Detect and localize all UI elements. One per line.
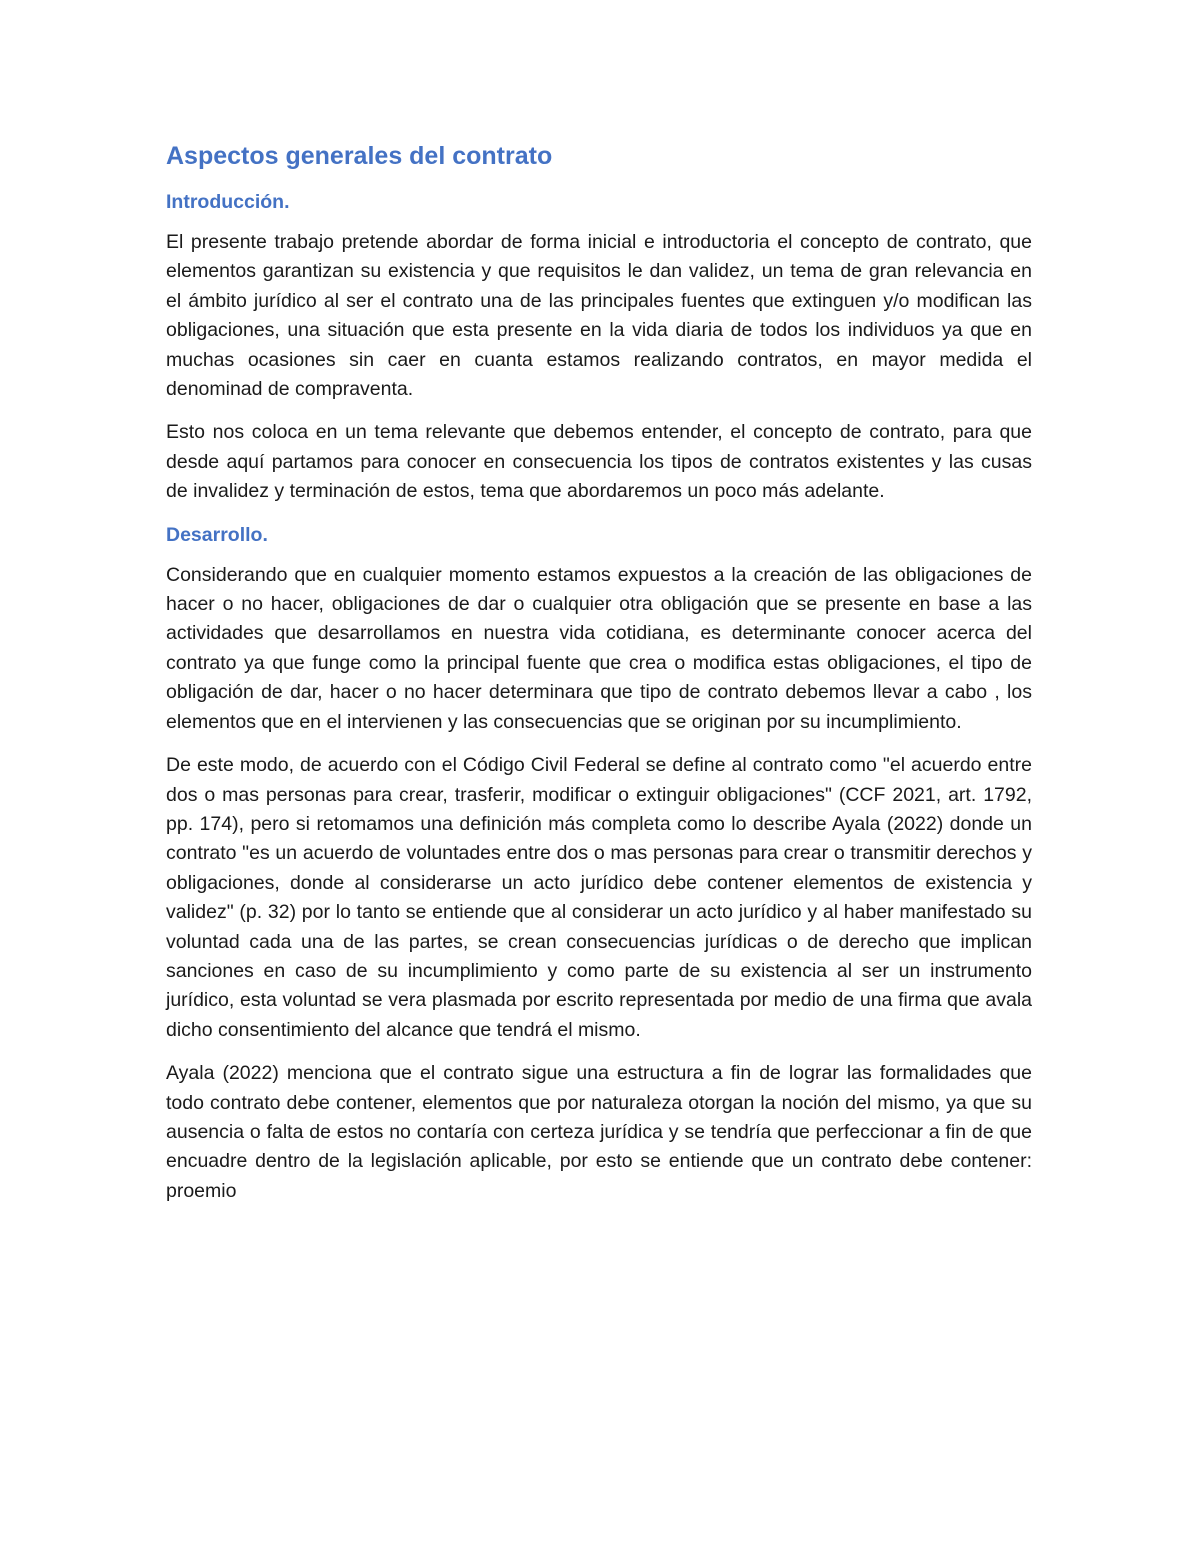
section-introduccion [166,188,1032,507]
document-page [166,138,1032,1220]
document-title: Aspectos generales del contrato [166,142,553,170]
section-heading-desarrollo: Desarrollo. [166,523,268,546]
paragraph: Ayala (2022) menciona que el contrato sigue una estructura a fin de lograr las formalidades que todo contrato debe contener, elementos que por naturaleza otorgan la noción del mismo, ya que su ausencia o falta de estos no contaría con certeza jurídica y se tendría que perfeccionar a fin de que encuadre dentro de la legislación aplicable, por esto se entiende que un contrato debe contener: proemio [166,1062,1032,1202]
paragraph: Considerando que en cualquier momento estamos expuestos a la creación de las obligaciones de hacer o no hacer, obligaciones de dar o cualquier otra obligación que se presente en base a las actividades que desarrollamos en nuestra vida cotidiana, es determinante conocer acerca del contrato ya que funge como la principal fuente que crea o modifica estas obligaciones, el tipo de obligación de dar, hacer o no hacer determinara que tipo de contrato debemos llevar a cabo , los elementos que en el intervienen y las consecuencias que se originan por su incumplimiento. [166,563,1032,733]
paragraph: De este modo, de acuerdo con el Código Civil Federal se define al contrato como "el acuerdo entre dos o mas personas para crear, trasferir, modificar o extinguir obligaciones" (CCF 2021, art. 1792, pp. 174), pero si retomamos una definición más completa como lo describe Ayala (2022) donde un contrato "es un acuerdo de voluntades entre dos o mas personas para crear o transmitir derechos y obligaciones, donde al considerarse un acto jurídico debe contener elementos de existencia y validez" (p. 32) por lo tanto se entiende que al considerar un acto jurídico y al haber manifestado su voluntad cada una de las partes, se crean consecuencias jurídicas o de derecho que implican sanciones en caso de su incumplimiento y como parte de su existencia al ser un instrumento jurídico, esta voluntad se vera plasmada por escrito representada por medio de una firma que avala dicho consentimiento del alcance que tendrá el mismo. [166,754,1032,1041]
section-heading-introduccion: Introducción. [166,191,290,213]
section-desarrollo [166,521,1032,1207]
paragraph: El presente trabajo pretende abordar de forma inicial e introductoria el concepto de contrato, que elementos garantizan su existencia y que requisitos le dan validez, un tema de gran relevancia en el ámbito jurídico al ser el contrato una de las principales fuentes que extinguen y/o modifican las obligaciones, una situación que esta presente en la vida diaria de todos los individuos ya que en muchas ocasiones sin caer en cuanta estamos realizando contratos, en mayor medida el denominad de compraventa. [166,231,1032,401]
paragraph: Esto nos coloca en un tema relevante que debemos entender, el concepto de contrato, para que desde aquí partamos para conocer en consecuencia los tipos de contratos existentes y las cusas de invalidez y terminación de estos, tema que abordaremos un poco más adelante. [166,421,1032,503]
